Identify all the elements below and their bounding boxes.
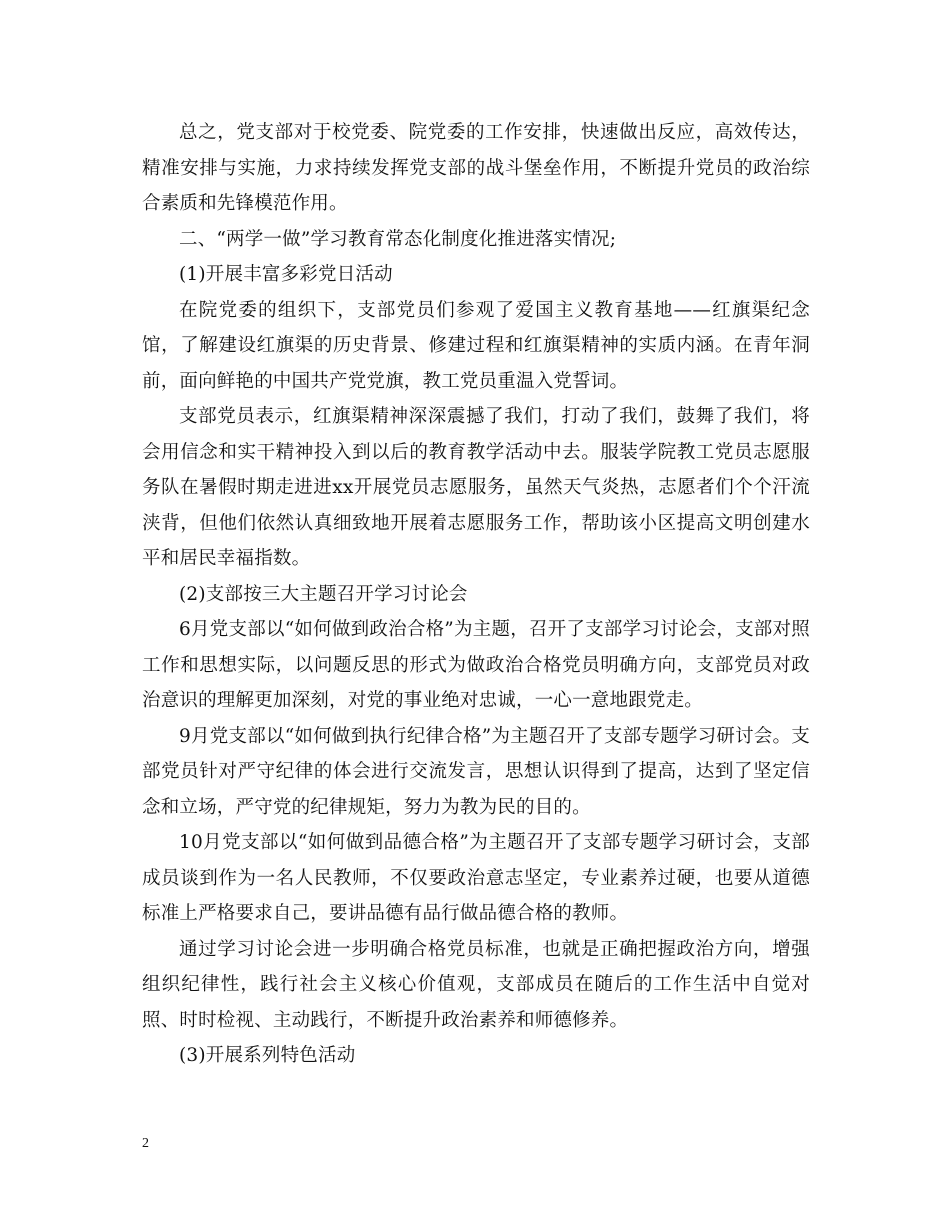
paragraph-conclusion: 通过学习讨论会进一步明确合格党员标准，也就是正确把握政治方向，增强组织纪律性，践行社会主义核心价值观，支部成员在随后的工作生活中自觉对照、时时检视、主动践行，不断提升政治素养和师德修养。 (142, 938, 810, 1031)
paragraph-volunteer-service: 支部党员表示，红旗渠精神深深震撼了我们，打动了我们，鼓舞了我们，将会用信念和实干精神投入到以后的教育教学活动中去。服装学院教工党员志愿服务队在暑假时期走进进xx开展党员志愿服务，虽然天气炎热，志愿者们个个汗流浃背，但他们依然认真细致地开展着志愿服务工作，帮助该小区提高文明创建水平和居民幸福指数。 (142, 406, 810, 569)
section-heading-two: 二、“两学一做”学习教育常态化制度化推进落实情况; (179, 228, 617, 250)
paragraph-october: 10月党支部以“如何做到品德合格”为主题召开了支部专题学习研讨会，支部成员谈到作为一名人民教师，不仅要政治意志坚定，专业素养过硬，也要从道德标准上严格要求自己，要讲品德有品行做品德合格的教师。 (142, 832, 810, 924)
subheading-3: (3)开展系列特色活动 (179, 1045, 356, 1066)
page-number: 2 (142, 1136, 149, 1151)
subheading-1: (1)开展丰富多彩党日活动 (179, 264, 393, 285)
document-body (142, 115, 810, 1074)
paragraph-red-flag-canal: 在院党委的组织下，支部党员们参观了爱国主义教育基地——红旗渠纪念馆，了解建设红旗渠的历史背景、修建过程和红旗渠精神的实质内涵。在青年洞前，面向鲜艳的中国共产党党旗，教工党员重温入党誓词。 (142, 299, 810, 392)
paragraph-june: 6月党支部以“如何做到政治合格”为主题，召开了支部学习讨论会，支部对照工作和思想实际，以问题反思的形式为做政治合格党员明确方向，支部党员对政治意识的理解更加深刻，对党的事业绝对忠诚，一心一意地跟党走。 (142, 619, 810, 711)
paragraph-summary: 总之，党支部对于校党委、院党委的工作安排，快速做出反应，高效传达，精准安排与实施，力求持续发挥党支部的战斗堡垒作用，不断提升党员的政治综合素质和先锋模范作用。 (142, 122, 810, 214)
subheading-2: (2)支部按三大主题召开学习讨论会 (179, 583, 468, 605)
paragraph-september: 9月党支部以“如何做到执行纪律合格”为主题召开了支部专题学习研讨会。支部党员针对严守纪律的体会进行交流发言，思想认识得到了提高，达到了坚定信念和立场，严守党的纪律规矩，努力为教为民的目的。 (142, 725, 810, 818)
